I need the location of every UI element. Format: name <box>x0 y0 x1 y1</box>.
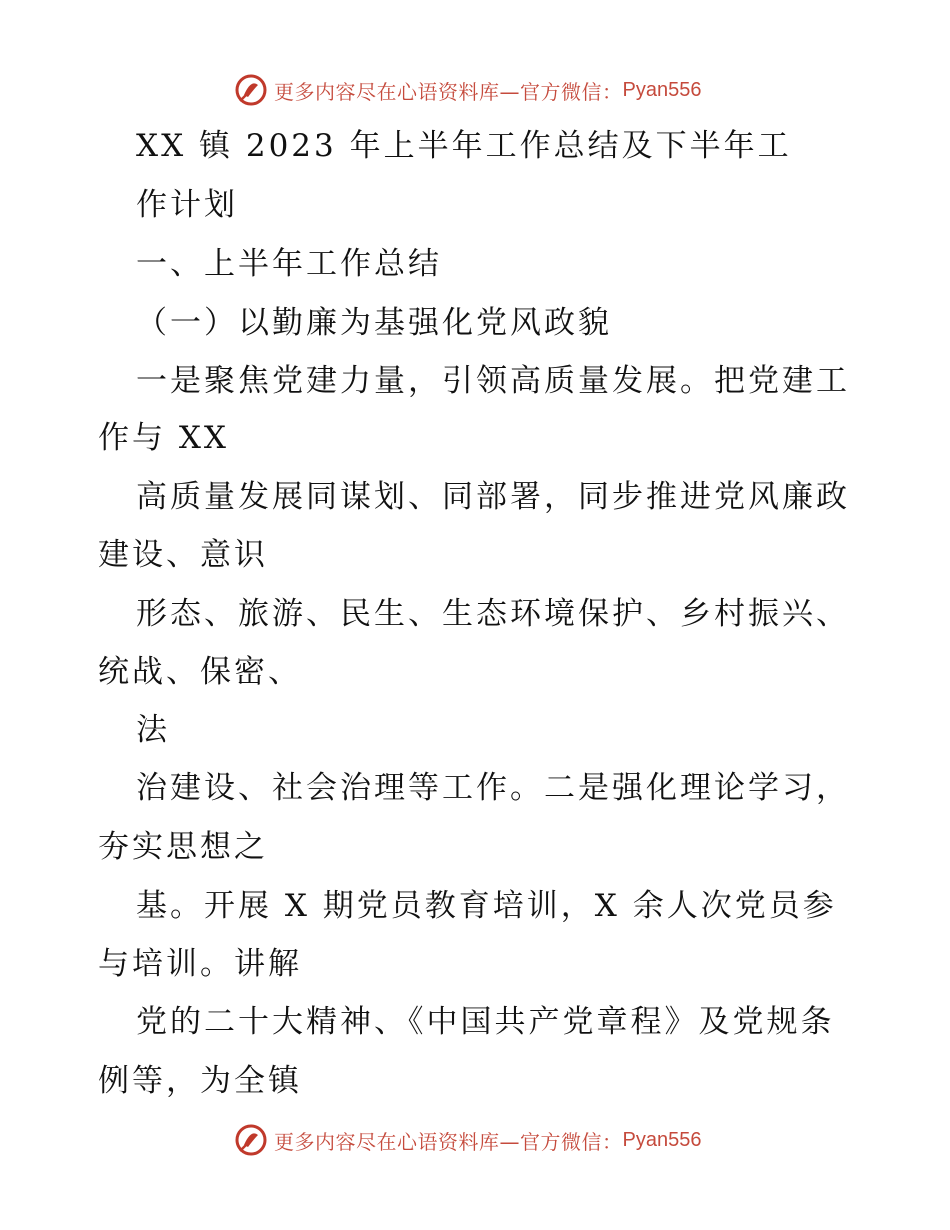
paragraph-line: 建设、意识 <box>98 537 268 573</box>
subsection-heading: （一）以勤廉为基强化党风政貌 <box>136 305 612 341</box>
watermark-wechat-id: Pyan556 <box>622 1128 702 1151</box>
watermark-header <box>234 70 701 110</box>
paragraph-line: 高质量发展同谋划、同部署，同步推进党风廉政 <box>136 479 850 515</box>
watermark-text: 更多内容尽在心语资料库—官方微信： <box>274 79 623 104</box>
paragraph-line: 党的二十大精神、《中国共产党章程》及党规条 <box>136 1004 835 1040</box>
doc-title-line-2: 作计划 <box>136 187 238 223</box>
watermark-footer <box>234 1120 701 1160</box>
section-heading: 一、上半年工作总结 <box>136 246 442 282</box>
paragraph-line: 基。开展 X 期党员教育培训，X 余人次党员参 <box>136 888 837 924</box>
doc-title-line-1: XX 镇 2023 年上半年工作总结及下半年工 <box>136 128 792 164</box>
watermark-wechat-id: Pyan556 <box>622 78 702 101</box>
paragraph-line: 一是聚焦党建力量，引领高质量发展。把党建工 <box>136 363 850 399</box>
paragraph-line: 与培训。讲解 <box>98 946 302 982</box>
paragraph-line: 形态、旅游、民生、生态环境保护、乡村振兴、 <box>136 596 850 632</box>
watermark-text: 更多内容尽在心语资料库—官方微信： <box>274 1129 623 1154</box>
paragraph-line: 作与 XX <box>98 420 229 456</box>
paragraph-line: 夯实思想之 <box>98 829 268 865</box>
paragraph-line: 法 <box>136 712 170 748</box>
logo-icon <box>234 1123 268 1157</box>
paragraph-line: 治建设、社会治理等工作。二是强化理论学习， <box>136 770 850 806</box>
paragraph-line: 例等，为全镇 <box>98 1063 302 1099</box>
paragraph-line: 统战、保密、 <box>98 654 302 690</box>
logo-icon <box>234 73 268 107</box>
